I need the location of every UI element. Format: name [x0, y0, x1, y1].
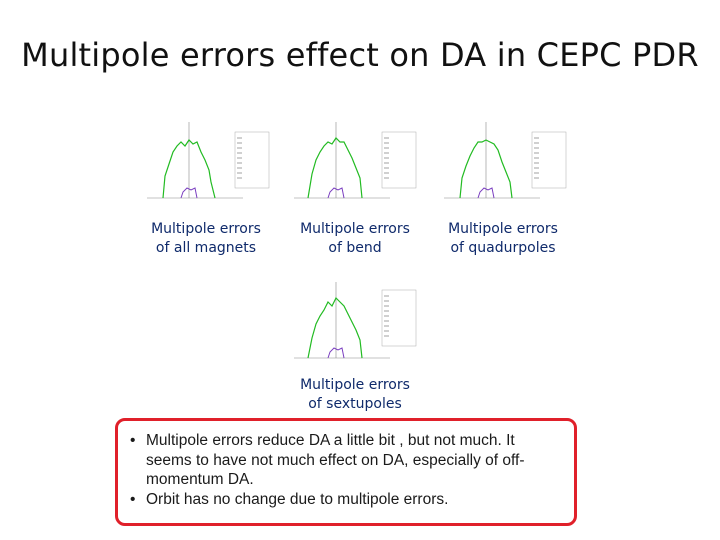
da-plot-bend: [290, 112, 420, 207]
da-plot-graphic: [290, 272, 420, 367]
caption-line: Multipole errors: [151, 221, 261, 237]
bullet-item: [126, 490, 564, 510]
caption-line: of quadurpoles: [450, 240, 556, 256]
bullet-text: Multipole errors reduce DA a little bit , but not much. It seems to have not much effect on DA, especially of off-momentum DA.: [146, 432, 525, 488]
conclusion-box: [115, 418, 577, 526]
caption-all-magnets: [131, 220, 281, 258]
da-plot-graphic: [440, 112, 570, 207]
bullet-item: [126, 431, 564, 490]
caption-bend: [280, 220, 430, 258]
caption-line: Multipole errors: [448, 221, 558, 237]
caption-line: of all magnets: [155, 240, 257, 256]
caption-line: of sextupoles: [308, 396, 402, 412]
caption-line: Multipole errors: [300, 221, 410, 237]
caption-quadrupoles: [428, 220, 578, 258]
caption-line: Multipole errors: [300, 377, 410, 393]
bullet-dot: •: [130, 490, 136, 508]
da-plot-quadrupoles: [440, 112, 570, 207]
caption-sextupoles: [280, 376, 430, 414]
caption-line: of bend: [328, 240, 382, 256]
da-plot-graphic: [290, 112, 420, 207]
bullet-text: Orbit has no change due to multipole errors.: [146, 490, 449, 508]
da-plot-graphic: [143, 112, 273, 207]
bullet-dot: •: [130, 432, 136, 449]
da-plot-sextupoles: [290, 272, 420, 367]
slide-title: Multipole errors effect on DA in CEPC PDR: [21, 36, 699, 74]
da-plot-all-magnets: [143, 112, 273, 207]
